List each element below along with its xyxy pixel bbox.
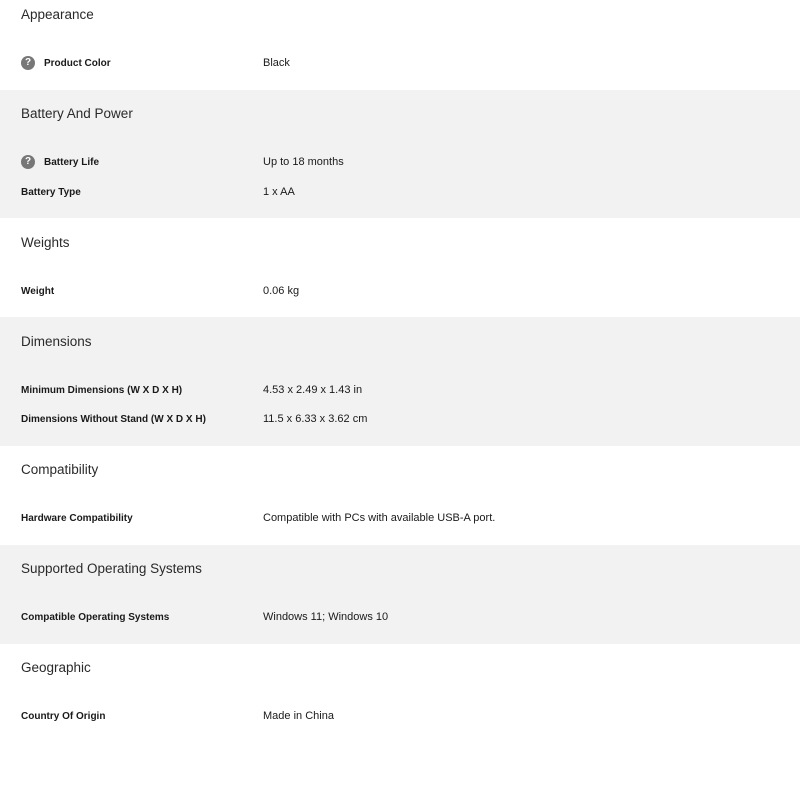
spec-label: Dimensions Without Stand (W X D X H) [21,414,206,425]
section-appearance [0,0,800,90]
help-icon[interactable]: ? [21,56,35,70]
spec-row-country-of-origin [0,707,800,727]
spec-row-hardware-compatibility [0,509,800,529]
spec-label: Hardware Compatibility [21,513,133,524]
section-title: Geographic [21,660,91,675]
help-icon[interactable]: ? [21,155,35,169]
spec-value: Made in China [263,710,334,722]
spec-label: Weight [21,286,55,297]
spec-value: 0.06 kg [263,285,300,297]
spec-label: Battery Type [21,187,81,198]
spec-row-product-color [0,54,800,74]
section-title: Supported Operating Systems [21,561,202,576]
spec-row-dimensions-without-stand [0,410,800,430]
section-dimensions [0,317,800,446]
section-geographic [0,644,800,800]
section-battery-and-power [0,90,800,218]
section-title: Dimensions [21,334,92,349]
section-supported-operating-systems [0,545,800,644]
spec-value: Up to 18 months [263,156,344,168]
spec-value: Compatible with PCs with available USB-A port. [263,512,496,524]
spec-label: Country Of Origin [21,711,106,722]
spec-row-weight [0,282,800,302]
spec-value: Windows 11; Windows 10 [263,611,389,623]
spec-value: Black [263,57,290,69]
spec-label: Compatible Operating Systems [21,612,170,623]
spec-row-minimum-dimensions [0,381,800,401]
spec-label: Battery Life [44,157,100,168]
spec-row-battery-life [0,153,800,173]
spec-row-battery-type [0,183,800,203]
section-title: Compatibility [21,462,99,477]
spec-label: Minimum Dimensions (W X D X H) [21,385,183,396]
section-title: Appearance [21,7,94,22]
section-title: Weights [21,235,70,250]
section-title: Battery And Power [21,106,133,121]
spec-value: 1 x AA [263,186,295,198]
spec-label: Product Color [44,58,111,69]
spec-row-compatible-operating-systems [0,608,800,628]
section-weights [0,218,800,317]
spec-value: 4.53 x 2.49 x 1.43 in [263,384,363,396]
spec-value: 11.5 x 6.33 x 3.62 cm [263,413,368,425]
section-compatibility [0,446,800,545]
